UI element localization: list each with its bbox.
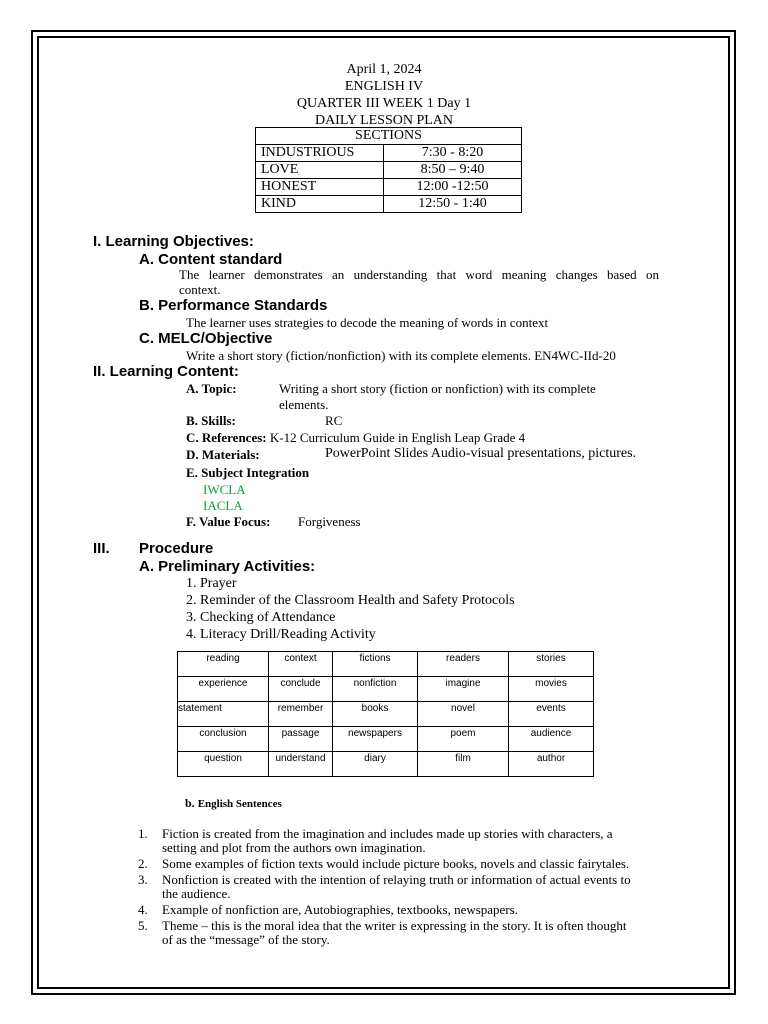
integration-label: E. Subject Integration	[186, 465, 310, 480]
vocab-cell: diary	[333, 752, 418, 777]
sentence-line: Some examples of fiction texts would include picture books, novels and classic fairytales.	[162, 856, 630, 871]
table-row	[256, 179, 522, 196]
procedure-heading: Procedure	[139, 540, 214, 557]
section-name: INDUSTRIOUS	[256, 145, 384, 162]
vocab-cell: remember	[269, 702, 333, 727]
sentence-item	[162, 873, 682, 901]
vocab-cell: imagine	[418, 677, 509, 702]
list-item: 4. Literacy Drill/Reading Activity	[186, 627, 376, 642]
vocab-cell: experience	[178, 677, 269, 702]
learning-content-heading: II. Learning Content:	[93, 363, 239, 380]
sentence-line: setting and plot from the authors own imagination.	[162, 840, 426, 855]
table-row	[178, 677, 594, 702]
vocab-cell: novel	[418, 702, 509, 727]
vocab-cell: conclusion	[178, 727, 269, 752]
table-row	[256, 145, 522, 162]
references-row	[186, 430, 525, 446]
content-standard-heading: A. Content standard	[139, 251, 283, 268]
vocab-cell: author	[509, 752, 594, 777]
sentence-number: 1.	[138, 826, 148, 841]
sentence-number: 4.	[138, 902, 148, 917]
vocab-cell: context	[269, 652, 333, 677]
sentence-item	[162, 903, 682, 917]
list-item: 1. Prayer	[186, 576, 237, 591]
vocab-cell: movies	[509, 677, 594, 702]
list-item: 3. Checking of Attendance	[186, 610, 336, 625]
sentence-number: 5.	[138, 918, 148, 933]
vocabulary-table	[177, 651, 594, 777]
plan-title: DAILY LESSON PLAN	[314, 113, 454, 128]
performance-standards-heading: B. Performance Standards	[139, 297, 328, 314]
references-text: K-12 Curriculum Guide in English Leap Grade 4	[269, 430, 526, 445]
integration-item: IWCLA	[203, 482, 246, 497]
sentence-number: 2.	[138, 856, 148, 871]
sentence-item	[162, 827, 682, 855]
vocab-cell: understand	[269, 752, 333, 777]
table-row	[178, 727, 594, 752]
sentence-item	[162, 919, 682, 947]
sentence-line: of as the “message” of the story.	[162, 932, 330, 947]
objectives-heading: I. Learning Objectives:	[93, 233, 254, 250]
vocab-cell: newspapers	[333, 727, 418, 752]
sentence-line: Theme – this is the moral idea that the writer is expressing in the story. It is often thought	[162, 918, 627, 933]
vocab-cell: stories	[509, 652, 594, 677]
references-label: C. References:	[186, 430, 267, 445]
table-row	[178, 652, 594, 677]
preliminary-heading: A. Preliminary Activities:	[139, 558, 316, 575]
section-time: 12:50 - 1:40	[384, 196, 522, 213]
table-row	[256, 196, 522, 213]
value-focus-label: F. Value Focus:	[186, 514, 271, 529]
section-name: KIND	[256, 196, 384, 213]
melc-text: Write a short story (fiction/nonfiction) with its complete elements. EN4WC-IId-20	[186, 348, 616, 363]
materials-text: PowerPoint Slides Audio-visual presentations, pictures.	[325, 446, 637, 461]
materials-label: D. Materials:	[186, 447, 260, 462]
vocab-cell: events	[509, 702, 594, 727]
vocab-cell: nonfiction	[333, 677, 418, 702]
quarter-title: QUARTER III WEEK 1 Day 1	[296, 96, 472, 111]
section-time: 7:30 - 8:20	[384, 145, 522, 162]
vocab-cell: reading	[178, 652, 269, 677]
vocab-cell: statement	[178, 702, 269, 727]
skills-text: RC	[325, 413, 343, 428]
section-time: 12:00 -12:50	[384, 179, 522, 196]
sentence-line: Fiction is created from the imagination and includes made up stories with characters, a	[162, 826, 613, 841]
sections-header: SECTIONS	[256, 128, 522, 145]
sentence-line: Example of nonfiction are, Autobiographies, textbooks, newspapers.	[162, 902, 518, 917]
sentence-item	[162, 857, 682, 871]
topic-text-1: Writing a short story (fiction or nonfiction) with its complete	[279, 381, 596, 396]
list-item: 2. Reminder of the Classroom Health and Safety Protocols	[186, 593, 515, 608]
vocab-cell: film	[418, 752, 509, 777]
vocab-cell: readers	[418, 652, 509, 677]
integration-item: IACLA	[203, 498, 243, 513]
sentence-number: 3.	[138, 872, 148, 887]
table-row	[178, 702, 594, 727]
vocab-cell: books	[333, 702, 418, 727]
section-name: LOVE	[256, 162, 384, 179]
sentences-letter: b.	[185, 796, 195, 810]
sentence-line: Nonfiction is created with the intention of relaying truth or information of actual events to	[162, 872, 631, 887]
sentences-heading-row	[185, 796, 282, 811]
vocab-cell: conclude	[269, 677, 333, 702]
section-time: 8:50 – 9:40	[384, 162, 522, 179]
table-row	[178, 752, 594, 777]
value-focus-text: Forgiveness	[298, 514, 361, 529]
skills-label: B. Skills:	[186, 413, 236, 428]
vocab-cell: audience	[509, 727, 594, 752]
procedure-number: III.	[93, 540, 110, 557]
table-row	[256, 162, 522, 179]
sections-table	[255, 127, 522, 213]
sentences-heading: English Sentences	[197, 798, 282, 810]
topic-text-2: elements.	[279, 397, 329, 412]
vocab-cell: poem	[418, 727, 509, 752]
vocab-cell: passage	[269, 727, 333, 752]
melc-heading: C. MELC/Objective	[139, 330, 273, 347]
lesson-date: April 1, 2024	[346, 62, 422, 77]
content-standard-text-1: The learner demonstrates an understanding that word meaning changes based on	[179, 267, 659, 282]
performance-standards-text: The learner uses strategies to decode the meaning of words in context	[186, 315, 549, 330]
vocab-cell: fictions	[333, 652, 418, 677]
vocab-cell: question	[178, 752, 269, 777]
sentence-line: the audience.	[162, 886, 231, 901]
content-standard-text-2: context.	[179, 282, 221, 297]
section-name: HONEST	[256, 179, 384, 196]
subject-title: ENGLISH IV	[344, 79, 424, 94]
topic-label: A. Topic:	[186, 381, 237, 396]
